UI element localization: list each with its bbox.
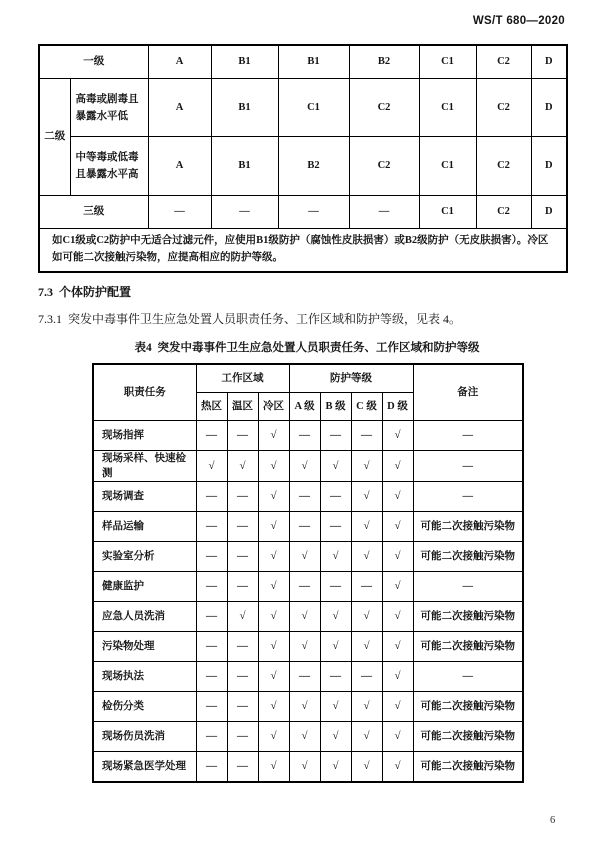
duty-mark-cell: —	[196, 602, 227, 632]
value-cell: C1	[419, 137, 476, 196]
duty-mark-cell: √	[258, 542, 289, 572]
duty-mark-cell: —	[227, 632, 258, 662]
table4-title: 表4 突发中毒事件卫生应急处置人员职责任务、工作区域和防护等级	[134, 342, 480, 354]
duty-row	[93, 542, 523, 572]
table-row	[39, 137, 567, 196]
duty-mark-cell: √	[351, 482, 382, 512]
duty-mark-cell: √	[320, 602, 351, 632]
duty-mark-cell: √	[258, 421, 289, 451]
value-cell: A	[148, 137, 211, 196]
duty-task-cell: 现场伤员洗消	[93, 722, 196, 752]
duty-task-cell: 现场紧急医学处理	[93, 752, 196, 783]
duty-mark-cell: √	[351, 752, 382, 783]
duty-mark-cell: —	[227, 752, 258, 783]
duty-mark-cell: —	[227, 482, 258, 512]
sublevel-label-cell: 高毒或剧毒且暴露水平低	[70, 79, 148, 137]
duty-mark-cell: —	[196, 512, 227, 542]
subheader-cell: D 级	[382, 393, 413, 421]
duty-mark-cell: —	[320, 421, 351, 451]
duty-mark-cell: √	[258, 722, 289, 752]
duty-row	[93, 421, 523, 451]
duty-mark-cell: —	[289, 662, 320, 692]
value-cell: D	[531, 137, 567, 196]
duty-mark-cell: √	[320, 542, 351, 572]
value-cell: D	[531, 79, 567, 137]
duty-row	[93, 722, 523, 752]
duty-mark-cell: —	[227, 692, 258, 722]
duty-task-cell: 现场执法	[93, 662, 196, 692]
duty-mark-cell: √	[289, 692, 320, 722]
duty-row	[93, 692, 523, 722]
duty-mark-cell: √	[382, 542, 413, 572]
duty-task-cell: 检伤分类	[93, 692, 196, 722]
duty-mark-cell: √	[320, 692, 351, 722]
duty-remark-cell: —	[413, 662, 523, 692]
duty-mark-cell: —	[196, 752, 227, 783]
sublevel-label-cell: 中等毒或低毒且暴露水平高	[70, 137, 148, 196]
value-cell: C1	[419, 45, 476, 79]
duty-mark-cell: √	[258, 451, 289, 482]
level-label-cell: 一级	[39, 45, 148, 79]
protection-level-table	[38, 44, 568, 273]
duty-mark-cell: √	[289, 632, 320, 662]
duty-mark-cell: —	[196, 662, 227, 692]
header-protection-level-cell: 防护等级	[289, 364, 413, 393]
level-label-cell: 三级	[39, 196, 148, 229]
duty-mark-cell: √	[289, 752, 320, 783]
duty-mark-cell: √	[351, 602, 382, 632]
duty-mark-cell: —	[227, 572, 258, 602]
value-cell: C1	[419, 196, 476, 229]
duty-row	[93, 572, 523, 602]
doc-number: WS/T 680—2020	[472, 15, 565, 27]
duty-mark-cell: —	[320, 512, 351, 542]
duty-remark-cell: 可能二次接触污染物	[413, 722, 523, 752]
duty-mark-cell: —	[351, 572, 382, 602]
duty-protection-table	[92, 363, 524, 783]
header-remark-cell: 备注	[413, 364, 523, 421]
duty-remark-cell: 可能二次接触污染物	[413, 692, 523, 722]
duty-row	[93, 451, 523, 482]
duty-task-cell: 污染物处理	[93, 632, 196, 662]
subheader-cell: 冷区	[258, 393, 289, 421]
duty-task-cell: 现场指挥	[93, 421, 196, 451]
duty-task-cell: 实验室分析	[93, 542, 196, 572]
duty-row	[93, 512, 523, 542]
value-cell: B1	[211, 45, 278, 79]
duty-mark-cell: —	[289, 421, 320, 451]
table-note: 如C1级或C2防护中无适合过滤元件，应使用B1级防护（腐蚀性皮肤损害）或B2级防护（无皮肤损害）。冷区如可能二次接触污染物，应提高相应的防护等级。	[39, 229, 567, 273]
table-row	[39, 45, 567, 79]
duty-mark-cell: —	[196, 692, 227, 722]
duty-row	[93, 752, 523, 783]
duty-task-cell: 样品运输	[93, 512, 196, 542]
duty-mark-cell: √	[351, 451, 382, 482]
value-cell: B1	[278, 45, 349, 79]
duty-mark-cell: —	[227, 421, 258, 451]
value-cell: A	[148, 79, 211, 137]
duty-mark-cell: —	[351, 662, 382, 692]
duty-mark-cell: √	[258, 482, 289, 512]
value-cell: —	[278, 196, 349, 229]
duty-mark-cell: √	[382, 482, 413, 512]
value-cell: D	[531, 196, 567, 229]
duty-task-cell: 应急人员洗消	[93, 602, 196, 632]
duty-mark-cell: —	[289, 482, 320, 512]
value-cell: C2	[476, 137, 531, 196]
duty-mark-cell: √	[382, 572, 413, 602]
duty-mark-cell: √	[382, 421, 413, 451]
duty-mark-cell: √	[258, 632, 289, 662]
duty-mark-cell: —	[196, 632, 227, 662]
duty-mark-cell: √	[258, 572, 289, 602]
value-cell: C1	[278, 79, 349, 137]
duty-mark-cell: —	[196, 482, 227, 512]
duty-remark-cell: 可能二次接触污染物	[413, 512, 523, 542]
duty-mark-cell: √	[382, 602, 413, 632]
duty-mark-cell: —	[227, 542, 258, 572]
table-row	[39, 79, 567, 137]
duty-mark-cell: —	[196, 722, 227, 752]
duty-mark-cell: √	[289, 451, 320, 482]
duty-remark-cell: —	[413, 482, 523, 512]
value-cell: A	[148, 45, 211, 79]
duty-mark-cell: —	[320, 482, 351, 512]
duty-mark-cell: —	[289, 572, 320, 602]
duty-mark-cell: √	[258, 602, 289, 632]
duty-row	[93, 632, 523, 662]
duty-task-cell: 健康监护	[93, 572, 196, 602]
table-note-row	[39, 229, 567, 273]
duty-mark-cell: √	[351, 632, 382, 662]
value-cell: C2	[349, 137, 419, 196]
duty-mark-cell: √	[289, 542, 320, 572]
duty-mark-cell: —	[196, 572, 227, 602]
duty-mark-cell: √	[289, 602, 320, 632]
header-work-area-cell: 工作区域	[196, 364, 289, 393]
duty-remark-cell: —	[413, 421, 523, 451]
duty-mark-cell: —	[227, 662, 258, 692]
level-label-cell: 二级	[39, 79, 70, 196]
value-cell: B1	[211, 137, 278, 196]
duty-mark-cell: √	[289, 722, 320, 752]
duty-mark-cell: √	[382, 662, 413, 692]
duty-mark-cell: √	[320, 632, 351, 662]
duty-mark-cell: √	[382, 451, 413, 482]
duty-remark-cell: 可能二次接触污染物	[413, 752, 523, 783]
value-cell: —	[211, 196, 278, 229]
duty-remark-cell: 可能二次接触污染物	[413, 632, 523, 662]
value-cell: C2	[349, 79, 419, 137]
section-paragraph: 7.3.1 突发中毒事件卫生应急处置人员职责任务、工作区域和防护等级，见表 4。	[38, 312, 462, 326]
value-cell: B2	[278, 137, 349, 196]
duty-mark-cell: √	[351, 692, 382, 722]
duty-mark-cell: —	[320, 572, 351, 602]
duty-mark-cell: —	[196, 421, 227, 451]
subheader-cell: B 级	[320, 393, 351, 421]
duty-mark-cell: —	[289, 512, 320, 542]
duty-mark-cell: √	[320, 451, 351, 482]
duty-mark-cell: —	[320, 662, 351, 692]
duty-mark-cell: √	[382, 722, 413, 752]
duty-remark-cell: —	[413, 451, 523, 482]
duty-mark-cell: √	[258, 662, 289, 692]
duty-mark-cell: √	[351, 722, 382, 752]
value-cell: —	[148, 196, 211, 229]
duty-mark-cell: √	[320, 722, 351, 752]
subheader-cell: A 级	[289, 393, 320, 421]
duty-mark-cell: √	[351, 512, 382, 542]
value-cell: B1	[211, 79, 278, 137]
value-cell: D	[531, 45, 567, 79]
value-cell: —	[349, 196, 419, 229]
duty-mark-cell: √	[382, 692, 413, 722]
table-row	[39, 196, 567, 229]
duty-mark-cell: √	[382, 512, 413, 542]
duty-row	[93, 482, 523, 512]
duty-remark-cell: 可能二次接触污染物	[413, 602, 523, 632]
duty-row	[93, 602, 523, 632]
value-cell: B2	[349, 45, 419, 79]
value-cell: C2	[476, 45, 531, 79]
duty-remark-cell: —	[413, 572, 523, 602]
duty-mark-cell: √	[320, 752, 351, 783]
subheader-cell: C 级	[351, 393, 382, 421]
duty-mark-cell: —	[227, 722, 258, 752]
table-header-row	[93, 364, 523, 393]
section-heading: 7.3 个体防护配置	[38, 285, 132, 299]
value-cell: C2	[476, 196, 531, 229]
page-number: 6	[550, 815, 556, 826]
duty-mark-cell: √	[351, 542, 382, 572]
duty-mark-cell: √	[258, 692, 289, 722]
duty-remark-cell: 可能二次接触污染物	[413, 542, 523, 572]
subheader-cell: 热区	[196, 393, 227, 421]
value-cell: C2	[476, 79, 531, 137]
duty-task-cell: 现场采样、快速检测	[93, 451, 196, 482]
duty-task-cell: 现场调查	[93, 482, 196, 512]
duty-mark-cell: —	[227, 512, 258, 542]
duty-mark-cell: —	[196, 542, 227, 572]
value-cell: C1	[419, 79, 476, 137]
duty-mark-cell: √	[227, 451, 258, 482]
subheader-cell: 温区	[227, 393, 258, 421]
duty-mark-cell: √	[382, 752, 413, 783]
header-task-cell: 职责任务	[93, 364, 196, 421]
duty-mark-cell: √	[258, 752, 289, 783]
duty-mark-cell: —	[351, 421, 382, 451]
duty-mark-cell: √	[258, 512, 289, 542]
duty-row	[93, 662, 523, 692]
duty-mark-cell: √	[227, 602, 258, 632]
duty-mark-cell: √	[382, 632, 413, 662]
duty-mark-cell: √	[196, 451, 227, 482]
